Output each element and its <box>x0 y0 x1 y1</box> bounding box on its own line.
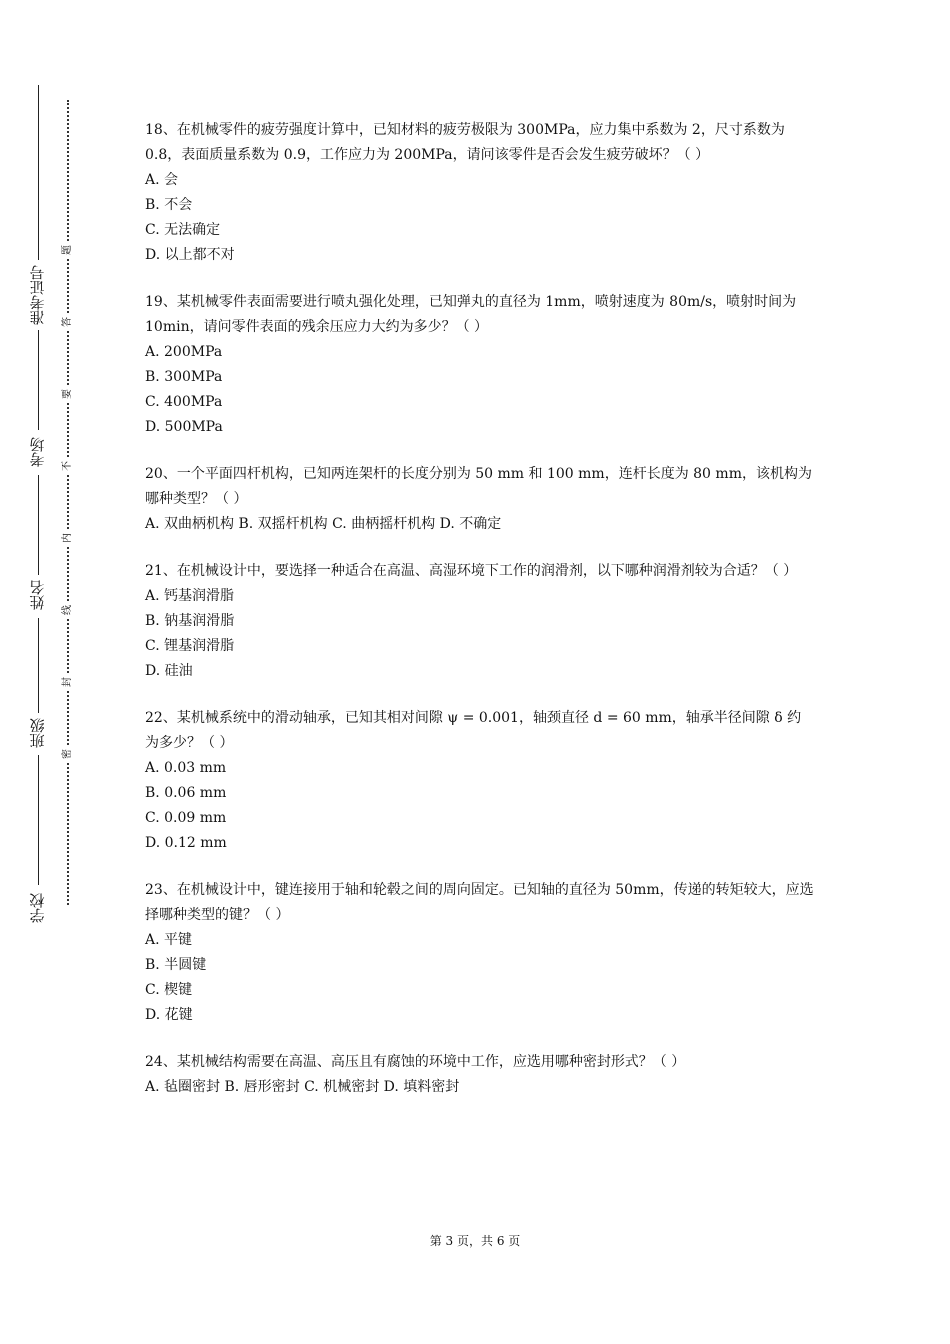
option-c: C. 0.09 mm <box>145 810 227 826</box>
option-a: A. 0.03 mm <box>145 760 227 776</box>
field-label-class: 班级 <box>28 718 47 748</box>
seal-dotted-line <box>67 100 69 905</box>
options-inline: A. 双曲柄机构 B. 双摇杆机构 C. 曲柄摇杆机构 D. 不确定 <box>145 516 502 532</box>
option-b: B. 0.06 mm <box>145 785 227 801</box>
option-c: C. 楔键 <box>145 982 193 998</box>
question-20 <box>145 462 815 537</box>
question-text: 19、某机械零件表面需要进行喷丸强化处理，已知弹丸的直径为 1mm，喷射速度为 80m/s，喷射时间为 10min，请问零件表面的残余压应力大约为多少？（ ） <box>145 294 797 335</box>
seal-char: 题 <box>59 241 77 259</box>
question-text: 24、某机械结构需要在高温、高压且有腐蚀的环境中工作，应选用哪种密封形式？（ ） <box>145 1054 686 1070</box>
seal-char: 密 <box>59 745 77 763</box>
field-line <box>38 755 39 885</box>
question-21 <box>145 559 815 684</box>
field-line <box>38 618 39 713</box>
option-c: C. 锂基润滑脂 <box>145 638 235 654</box>
option-b: B. 300MPa <box>145 369 223 385</box>
seal-char: 不 <box>59 457 77 475</box>
questions-content <box>145 118 815 1122</box>
option-d: D. 花键 <box>145 1007 193 1023</box>
option-c: C. 400MPa <box>145 394 223 410</box>
field-label-exam-id: 准考证号 <box>28 265 47 325</box>
question-text: 21、在机械设计中，要选择一种适合在高温、高湿环境下工作的润滑剂，以下哪种润滑剂较为合适？（ ） <box>145 563 798 579</box>
field-label-name: 姓名 <box>28 580 47 610</box>
option-b: B. 半圆键 <box>145 957 207 973</box>
seal-char: 要 <box>59 385 77 403</box>
question-text: 22、某机械系统中的滑动轴承，已知其相对间隙 ψ = 0.001，轴颈直径 d = 60 mm，轴承半径间隙 δ 约为多少？（ ） <box>145 710 802 751</box>
option-d: D. 以上都不对 <box>145 247 235 263</box>
option-d: D. 500MPa <box>145 419 223 435</box>
question-text: 18、在机械零件的疲劳强度计算中，已知材料的疲劳极限为 300MPa，应力集中系数为 2，尺寸系数为 0.8，表面质量系数为 0.9，工作应力为 200MPa，请问该零件是否会发生疲劳破坏？（ ） <box>145 122 785 163</box>
option-d: D. 硅油 <box>145 663 193 679</box>
question-18 <box>145 118 815 268</box>
seal-char: 内 <box>59 529 77 547</box>
seal-char: 答 <box>59 313 77 331</box>
question-text: 20、一个平面四杆机构，已知两连架杆的长度分别为 50 mm 和 100 mm，连杆长度为 80 mm，该机构为哪种类型？（ ） <box>145 466 812 507</box>
seal-char: 线 <box>59 601 77 619</box>
option-a: A. 会 <box>145 172 179 188</box>
binding-margin <box>0 0 110 1344</box>
field-line <box>38 85 39 260</box>
question-22 <box>145 706 815 856</box>
option-a: A. 200MPa <box>145 344 223 360</box>
option-c: C. 无法确定 <box>145 222 221 238</box>
options-inline: A. 毡圈密封 B. 唇形密封 C. 机械密封 D. 填料密封 <box>145 1079 460 1095</box>
option-a: A. 钙基润滑脂 <box>145 588 235 604</box>
field-label-school: 学校 <box>28 893 47 923</box>
question-24 <box>145 1050 815 1100</box>
option-b: B. 钠基润滑脂 <box>145 613 235 629</box>
field-line <box>38 475 39 575</box>
seal-char: 封 <box>59 673 77 691</box>
option-a: A. 平键 <box>145 932 193 948</box>
question-19 <box>145 290 815 440</box>
field-line <box>38 330 39 430</box>
option-b: B. 不会 <box>145 197 193 213</box>
question-text: 23、在机械设计中，键连接用于轴和轮毂之间的周向固定。已知轴的直径为 50mm，传递的转矩较大，应选择哪种类型的键？（ ） <box>145 882 814 923</box>
field-label-exam-room: 考场 <box>28 437 47 467</box>
option-d: D. 0.12 mm <box>145 835 227 851</box>
page-number-footer: 第 3 页，共 6 页 <box>429 1234 521 1248</box>
question-23 <box>145 878 815 1028</box>
